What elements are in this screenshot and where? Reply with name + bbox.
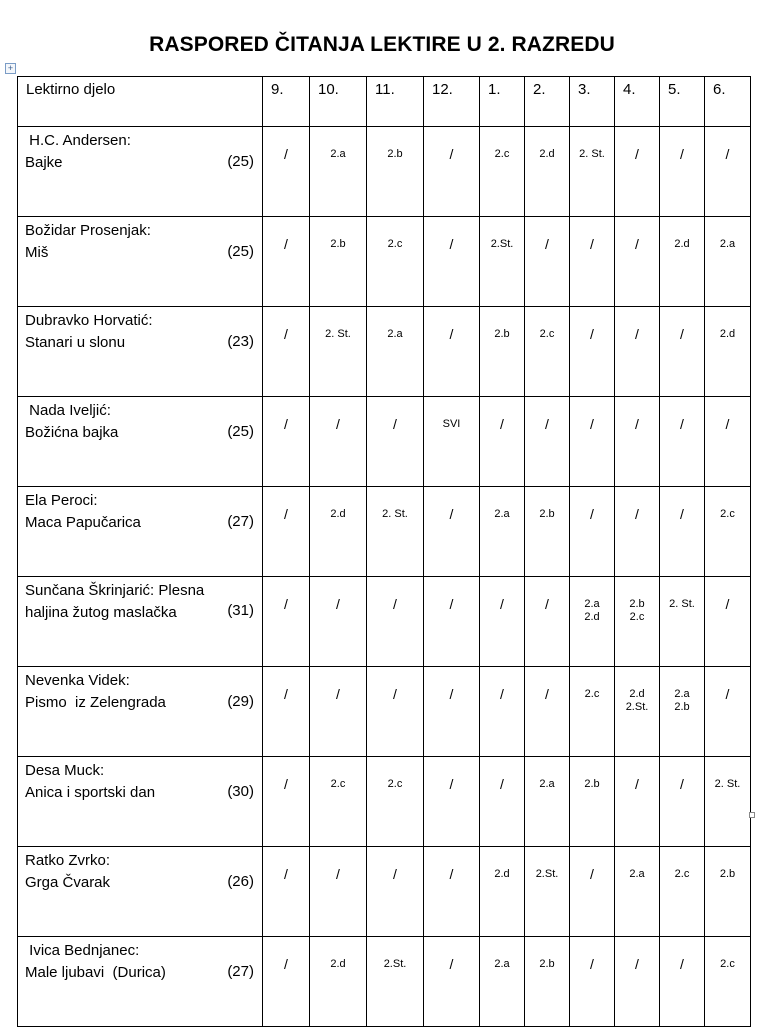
class-label: 2.d [629, 688, 645, 700]
schedule-cell [480, 307, 525, 397]
schedule-cell [615, 487, 660, 577]
no-reading-mark: / [545, 686, 549, 702]
schedule-cell [367, 667, 424, 757]
no-reading-mark: / [284, 596, 288, 612]
book-title: Male ljubavi (Durica) [25, 964, 166, 981]
header-row [18, 77, 751, 127]
table-row [18, 847, 751, 937]
schedule-cell [615, 577, 660, 667]
table-move-handle-icon[interactable]: + [5, 63, 16, 74]
class-label: 2.b [387, 148, 403, 160]
schedule-cell [705, 487, 751, 577]
no-reading-mark: / [449, 866, 454, 882]
table-row [18, 667, 751, 757]
document-title: RASPORED ČITANJA LEKTIRE U 2. RAZREDU [149, 33, 615, 56]
class-label: 2.c [584, 688, 600, 700]
class-label: 2.a [629, 868, 645, 880]
book-cell [18, 577, 263, 667]
schedule-cell [570, 307, 615, 397]
schedule-cell [660, 667, 705, 757]
class-label: 2. St. [382, 508, 408, 520]
no-reading-mark: / [393, 416, 397, 432]
class-label: 2. St. [325, 328, 351, 340]
no-reading-mark: / [635, 326, 639, 342]
book-cell [18, 307, 263, 397]
header-book-column: Lektirno djelo [18, 77, 263, 127]
class-label: 2.a [719, 238, 736, 250]
no-reading-mark: / [680, 416, 684, 432]
schedule-cell [480, 937, 525, 1027]
schedule-cell [367, 847, 424, 937]
schedule-cell [525, 667, 570, 757]
schedule-cell [310, 667, 367, 757]
class-label: 2. St. [669, 598, 695, 610]
book-title: Grga Čvarak [25, 874, 111, 891]
schedule-cell [615, 217, 660, 307]
book-cell [18, 757, 263, 847]
schedule-cell [310, 397, 367, 487]
class-label: 2.b [584, 778, 600, 790]
no-reading-mark: / [336, 596, 340, 612]
no-reading-mark: / [449, 596, 454, 612]
header-month: 3. [570, 77, 615, 127]
class-label: 2.b [539, 958, 555, 970]
schedule-cell [424, 487, 480, 577]
class-label: 2.d [674, 238, 690, 250]
schedule-cell [367, 307, 424, 397]
no-reading-mark: / [725, 146, 730, 162]
no-reading-mark: / [284, 866, 288, 882]
book-cell [18, 397, 263, 487]
schedule-cell [705, 127, 751, 217]
no-reading-mark: / [449, 326, 454, 342]
schedule-cell [570, 217, 615, 307]
no-reading-mark: / [635, 236, 639, 252]
book-title: Miš [25, 244, 49, 261]
book-title: Anica i sportski dan [25, 784, 156, 801]
book-count: (25) [227, 423, 254, 440]
class-label: 2.c [674, 868, 690, 880]
book-author: Ivica Bednjanec: [25, 942, 140, 959]
schedule-cell [367, 127, 424, 217]
table-resize-handle[interactable] [749, 812, 755, 818]
book-author: Nada Iveljić: [25, 402, 111, 419]
schedule-cell [310, 127, 367, 217]
schedule-cell [525, 127, 570, 217]
schedule-cell [424, 937, 480, 1027]
no-reading-mark: / [725, 596, 730, 612]
schedule-cell [310, 757, 367, 847]
schedule-cell [570, 757, 615, 847]
no-reading-mark: / [500, 596, 504, 612]
schedule-cell [263, 937, 310, 1027]
class-label: 2.b [494, 328, 510, 340]
schedule-cell [525, 307, 570, 397]
no-reading-mark: / [336, 686, 340, 702]
schedule-cell [615, 937, 660, 1027]
schedule-cell [570, 937, 615, 1027]
no-reading-mark: / [590, 956, 594, 972]
book-author: Ratko Zvrko: [25, 852, 111, 869]
class-label: 2.St. [490, 238, 514, 250]
class-label: 2.b [539, 508, 555, 520]
book-author: Božidar Prosenjak: [25, 222, 151, 239]
schedule-cell [480, 667, 525, 757]
book-count: (27) [227, 963, 254, 980]
class-label: 2.c [494, 148, 510, 160]
book-author: Ela Peroci: [25, 492, 98, 509]
schedule-cell [705, 217, 751, 307]
schedule-cell [263, 217, 310, 307]
book-count: (25) [227, 153, 254, 170]
schedule-cell [660, 487, 705, 577]
schedule-cell [570, 127, 615, 217]
schedule-cell [367, 757, 424, 847]
schedule-cell [480, 487, 525, 577]
class-label: 2.d [584, 611, 600, 623]
schedule-cell [480, 397, 525, 487]
schedule-cell [424, 757, 480, 847]
schedule-cell [525, 217, 570, 307]
class-label: 2.c [720, 508, 735, 520]
schedule-cell [660, 307, 705, 397]
class-label: 2.a [494, 958, 510, 970]
header-month: 2. [525, 77, 570, 127]
schedule-cell [570, 397, 615, 487]
header-month: 9. [263, 77, 310, 127]
schedule-cell [705, 757, 751, 847]
no-reading-mark: / [590, 506, 594, 522]
no-reading-mark: / [449, 776, 454, 792]
class-label: 2.St. [625, 701, 649, 713]
no-reading-mark: / [284, 416, 288, 432]
book-author: Dubravko Horvatić: [25, 312, 153, 329]
schedule-cell [367, 577, 424, 667]
schedule-cell [615, 127, 660, 217]
schedule-cell [424, 217, 480, 307]
book-cell [18, 667, 263, 757]
no-reading-mark: / [284, 956, 288, 972]
schedule-cell [263, 577, 310, 667]
table-row [18, 757, 751, 847]
no-reading-mark: / [449, 236, 454, 252]
class-label: 2.d [330, 958, 346, 970]
class-label: 2.c [330, 778, 346, 790]
schedule-cell [263, 127, 310, 217]
no-reading-mark: / [680, 326, 684, 342]
book-author: Nevenka Videk: [25, 672, 130, 689]
schedule-cell [480, 127, 525, 217]
schedule-cell [660, 217, 705, 307]
no-reading-mark: / [336, 416, 340, 432]
schedule-cell [525, 757, 570, 847]
header-month: 4. [615, 77, 660, 127]
table-row [18, 307, 751, 397]
no-reading-mark: / [393, 596, 397, 612]
book-count: (25) [227, 243, 254, 260]
class-label: 2.c [387, 778, 403, 790]
class-label: 2.a [387, 328, 403, 340]
schedule-cell [310, 487, 367, 577]
schedule-cell [615, 307, 660, 397]
class-label: 2.St. [535, 868, 559, 880]
schedule-cell [263, 847, 310, 937]
schedule-cell [424, 127, 480, 217]
schedule-cell [480, 847, 525, 937]
book-count: (23) [227, 333, 254, 350]
book-title: Bajke [25, 154, 63, 171]
schedule-cell [660, 397, 705, 487]
no-reading-mark: / [449, 506, 454, 522]
no-reading-mark: / [284, 236, 288, 252]
schedule-cell [705, 937, 751, 1027]
class-label: 2.d [494, 868, 510, 880]
schedule-cell [660, 847, 705, 937]
book-author: Sunčana Škrinjarić: Plesna [25, 582, 205, 599]
schedule-cell [705, 397, 751, 487]
header-month: 1. [480, 77, 525, 127]
schedule-cell [263, 307, 310, 397]
schedule-cell [525, 937, 570, 1027]
class-label: 2.c [720, 958, 735, 970]
book-title: Stanari u slonu [25, 334, 126, 351]
schedule-cell [263, 757, 310, 847]
table-row [18, 577, 751, 667]
schedule-cell [310, 217, 367, 307]
no-reading-mark: / [635, 776, 639, 792]
schedule-cell [660, 127, 705, 217]
schedule-cell [367, 487, 424, 577]
book-cell [18, 217, 263, 307]
class-label: 2.d [719, 328, 736, 340]
schedule-cell [660, 937, 705, 1027]
no-reading-mark: / [284, 686, 288, 702]
schedule-cell [424, 667, 480, 757]
schedule-cell [615, 667, 660, 757]
book-cell [18, 127, 263, 217]
class-label: 2.a [674, 688, 690, 700]
schedule-cell [424, 577, 480, 667]
no-reading-mark: / [284, 146, 288, 162]
no-reading-mark: / [449, 956, 454, 972]
table-row [18, 217, 751, 307]
class-label: 2.d [330, 508, 346, 520]
class-label: 2.c [539, 328, 555, 340]
header-month: 11. [367, 77, 424, 127]
no-reading-mark: / [336, 866, 340, 882]
class-label: 2.a [494, 508, 510, 520]
schedule-cell [525, 847, 570, 937]
book-count: (31) [227, 602, 254, 619]
schedule-cell [570, 667, 615, 757]
class-label: 2. St. [714, 778, 741, 790]
book-title: Maca Papučarica [25, 514, 141, 531]
class-label: 2.a [330, 148, 346, 160]
class-label: 2.c [387, 238, 403, 250]
book-count: (27) [227, 513, 254, 530]
schedule-cell [525, 577, 570, 667]
book-count: (29) [227, 693, 254, 710]
book-author: Desa Muck: [25, 762, 105, 779]
table-row [18, 937, 751, 1027]
schedule-cell [310, 577, 367, 667]
schedule-cell [424, 847, 480, 937]
header-month: 12. [424, 77, 480, 127]
no-reading-mark: / [393, 686, 397, 702]
schedule-cell [705, 847, 751, 937]
book-cell [18, 847, 263, 937]
schedule-cell [705, 667, 751, 757]
no-reading-mark: / [284, 776, 288, 792]
no-reading-mark: / [284, 326, 288, 342]
header-month: 10. [310, 77, 367, 127]
schedule-cell [367, 217, 424, 307]
book-title: Božićna bajka [25, 424, 119, 441]
no-reading-mark: / [680, 506, 684, 522]
no-reading-mark: / [449, 686, 454, 702]
no-reading-mark: / [680, 776, 684, 792]
schedule-cell [615, 847, 660, 937]
class-label: 2.a [584, 598, 600, 610]
no-reading-mark: / [545, 236, 549, 252]
class-label: 2.b [629, 598, 645, 610]
schedule-cell [367, 937, 424, 1027]
no-reading-mark: / [680, 146, 684, 162]
schedule-cell [660, 757, 705, 847]
schedule-cell [263, 397, 310, 487]
class-label: 2.b [719, 868, 736, 880]
table-row [18, 127, 751, 217]
class-label: SVI [442, 418, 461, 430]
no-reading-mark: / [545, 596, 549, 612]
book-count: (26) [227, 873, 254, 890]
schedule-cell [310, 847, 367, 937]
no-reading-mark: / [635, 416, 639, 432]
reading-schedule-table [17, 76, 751, 1027]
class-label: 2. St. [579, 148, 605, 160]
schedule-cell [480, 217, 525, 307]
schedule-cell [310, 937, 367, 1027]
no-reading-mark: / [590, 326, 594, 342]
no-reading-mark: / [590, 416, 594, 432]
no-reading-mark: / [635, 506, 639, 522]
schedule-cell [424, 397, 480, 487]
schedule-cell [424, 307, 480, 397]
table-row [18, 487, 751, 577]
no-reading-mark: / [284, 506, 288, 522]
header-month: 5. [660, 77, 705, 127]
schedule-cell [570, 847, 615, 937]
class-label: 2.b [330, 238, 346, 250]
class-label: 2.b [674, 701, 690, 713]
schedule-cell [480, 577, 525, 667]
schedule-cell [615, 757, 660, 847]
no-reading-mark: / [635, 146, 639, 162]
schedule-cell [570, 577, 615, 667]
schedule-cell [525, 397, 570, 487]
schedule-cell [705, 577, 751, 667]
class-label: 2.c [629, 611, 645, 623]
no-reading-mark: / [635, 956, 639, 972]
no-reading-mark: / [500, 416, 504, 432]
schedule-cell [660, 577, 705, 667]
schedule-cell [480, 757, 525, 847]
book-title: haljina žutog maslačka [25, 604, 177, 621]
book-cell [18, 937, 263, 1027]
table-row [18, 397, 751, 487]
no-reading-mark: / [545, 416, 549, 432]
no-reading-mark: / [393, 866, 397, 882]
no-reading-mark: / [500, 776, 504, 792]
book-author: H.C. Andersen: [25, 132, 131, 149]
no-reading-mark: / [725, 686, 730, 702]
book-cell [18, 487, 263, 577]
schedule-cell [570, 487, 615, 577]
schedule-cell [705, 307, 751, 397]
class-label: 2.a [539, 778, 555, 790]
class-label: 2.St. [383, 958, 407, 970]
header-month: 6. [705, 77, 751, 127]
schedule-cell [263, 487, 310, 577]
no-reading-mark: / [725, 416, 730, 432]
no-reading-mark: / [590, 866, 594, 882]
schedule-cell [310, 307, 367, 397]
schedule-cell [615, 397, 660, 487]
book-count: (30) [227, 783, 254, 800]
schedule-cell [367, 397, 424, 487]
schedule-cell [263, 667, 310, 757]
class-label: 2.d [539, 148, 555, 160]
no-reading-mark: / [680, 956, 684, 972]
no-reading-mark: / [590, 236, 594, 252]
schedule-cell [525, 487, 570, 577]
no-reading-mark: / [500, 686, 504, 702]
no-reading-mark: / [449, 146, 454, 162]
book-title: Pismo iz Zelengrada [25, 694, 166, 711]
